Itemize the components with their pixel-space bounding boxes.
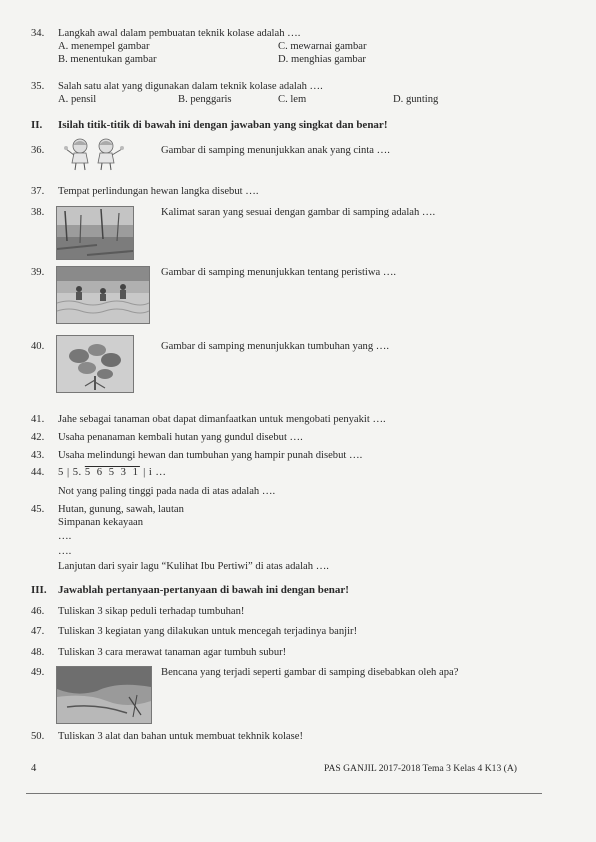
question-text: Tuliskan 3 cara merawat tanaman agar tumbuh subur! — [58, 647, 287, 658]
option-c: C. mewarnai gambar — [278, 41, 367, 52]
exam-label: PAS GANJIL 2017-2018 Tema 3 Kelas 4 K13 (A) — [324, 763, 517, 774]
option-b: B. penggaris — [178, 94, 232, 105]
question-number: 45. — [31, 504, 45, 515]
question-text: Lanjutan dari syair lagu “Kulihat Ibu Pertiwi” di atas adalah …. — [58, 561, 329, 572]
question-number: 47. — [31, 626, 45, 637]
option-d: D. gunting — [393, 94, 439, 105]
question-text: Tuliskan 3 sikap peduli terhadap tumbuhan! — [58, 606, 245, 617]
song-line: …. — [58, 546, 72, 557]
question-text: Tuliskan 3 alat dan bahan untuk membuat tekhnik kolase! — [58, 731, 303, 742]
question-text: Tuliskan 3 kegiatan yang dilakukan untuk mencegah terjadinya banjir! — [58, 626, 358, 637]
question-number: 48. — [31, 647, 45, 658]
option-c: C. lem — [278, 94, 307, 105]
deforested-land-photo — [56, 206, 134, 260]
song-line: Simpanan kekayaan — [58, 517, 144, 528]
question-number: 50. — [31, 731, 45, 742]
question-text: Gambar di samping menunjukkan anak yang cinta …. — [161, 145, 390, 156]
question-text: Gambar di samping menunjukkan tumbuhan yang …. — [161, 341, 390, 352]
question-text: Not yang paling tinggi pada nada di atas adalah …. — [58, 486, 276, 497]
flood-photo — [56, 266, 150, 324]
section-number: II. — [31, 119, 43, 131]
question-number: 43. — [31, 450, 45, 461]
question-number: 37. — [31, 186, 45, 197]
song-line: …. — [58, 531, 72, 542]
option-a: A. menempel gambar — [58, 41, 150, 52]
question-text: Gambar di samping menunjukkan tentang peristiwa …. — [161, 267, 397, 278]
question-number: 42. — [31, 432, 45, 443]
question-text: Kalimat saran yang sesuai dengan gambar di samping adalah …. — [161, 207, 436, 218]
question-text: Usaha penanaman kembali hutan yang gundul disebut …. — [58, 432, 303, 443]
question-number: 39. — [31, 267, 45, 278]
children-illustration — [62, 137, 126, 171]
notation-start: 5 | 5. — [58, 467, 82, 478]
section-title: Isilah titik-titik di bawah ini dengan jawaban yang singkat dan benar! — [58, 119, 388, 131]
question-number: 36. — [31, 145, 45, 156]
question-text: Salah satu alat yang digunakan dalam teknik kolase adalah …. — [58, 81, 323, 92]
question-number: 46. — [31, 606, 45, 617]
question-number: 40. — [31, 341, 45, 352]
section-title: Jawablah pertanyaan-pertanyaan di bawah ini dengan benar! — [58, 584, 349, 596]
question-text: Bencana yang terjadi seperti gambar di samping disebabkan oleh apa? — [161, 667, 459, 678]
question-number: 41. — [31, 414, 45, 425]
footer-divider — [26, 793, 542, 794]
question-text: Langkah awal dalam pembuatan teknik kolase adalah …. — [58, 28, 301, 39]
question-number: 34. — [31, 28, 45, 39]
song-line: Hutan, gunung, sawah, lautan — [58, 504, 184, 515]
landslide-photo — [56, 666, 152, 724]
section-number: III. — [31, 584, 47, 596]
option-a: A. pensil — [58, 94, 97, 105]
option-d: D. menghias gambar — [278, 54, 366, 65]
question-text: Jahe sebagai tanaman obat dapat dimanfaatkan untuk mengobati penyakit …. — [58, 414, 386, 425]
question-number: 35. — [31, 81, 45, 92]
page-number: 4 — [31, 763, 37, 774]
question-text: Usaha melindungi hewan dan tumbuhan yang hampir punah disebut …. — [58, 450, 363, 461]
question-number: 49. — [31, 667, 45, 678]
notation-end: | i … — [143, 467, 167, 478]
option-b: B. menentukan gambar — [58, 54, 157, 65]
plant-photo — [56, 335, 134, 393]
question-number: 38. — [31, 207, 45, 218]
question-number: 44. — [31, 467, 45, 478]
notation-overlined: 5 6 5 3 1 — [84, 467, 140, 478]
music-notation — [58, 466, 167, 479]
question-text: Tempat perlindungan hewan langka disebut …. — [58, 186, 259, 197]
